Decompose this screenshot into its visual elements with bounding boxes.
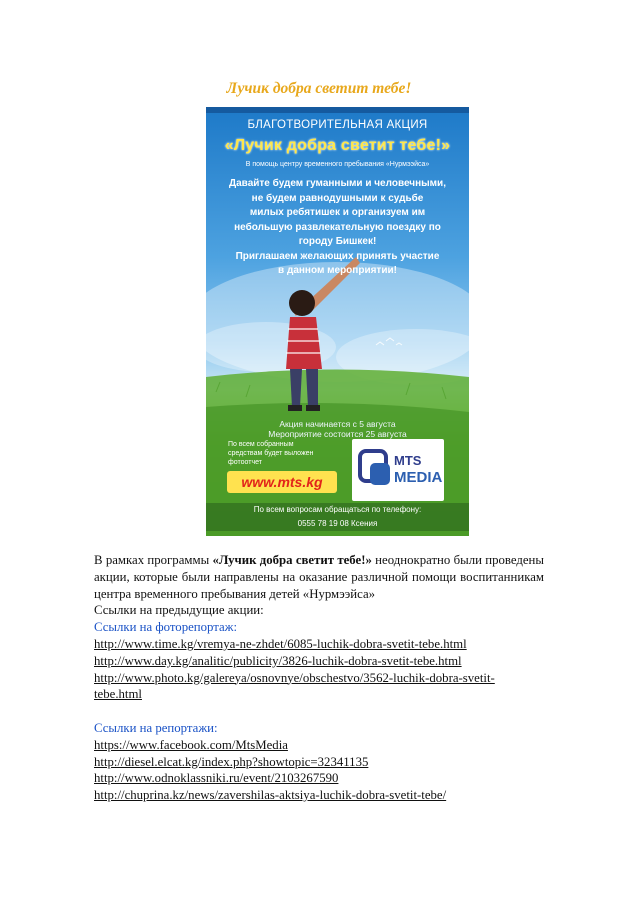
mts-media-logo <box>352 439 444 501</box>
dates-line: Мероприятие состоится 25 августа <box>268 429 407 439</box>
poster-header: БЛАГОТВОРИТЕЛЬНАЯ АКЦИЯ <box>247 119 428 131</box>
mts-media-logo-icon <box>358 449 392 489</box>
document-title: Лучик добра светит тебе! <box>226 80 412 97</box>
appeal-line: небольшую развлекательную поездку по <box>234 221 441 233</box>
previous-actions-label: Ссылки на предыдущие акции: <box>94 603 264 618</box>
poster-subheader: В помощь центру временного пребывания «Нурмээйса» <box>245 161 430 168</box>
poster-funds-note <box>228 440 328 467</box>
spacer <box>94 703 544 720</box>
document-body <box>94 552 544 804</box>
logo-text-mts: MTS <box>394 453 422 468</box>
poster-site-badge: www.mts.kg <box>227 471 337 493</box>
dates-line: Акция начинается с 5 августа <box>279 419 396 429</box>
funds-line: По всем собранным <box>228 441 294 448</box>
appeal-line: городу Бишкек! <box>298 236 377 247</box>
funds-line: фотоотчет <box>228 459 262 466</box>
contact-line: По всем вопросам обращаться по телефону: <box>253 505 422 514</box>
report-link[interactable]: http://diesel.elcat.kg/index.php?showtopic=32341135 <box>94 754 369 769</box>
photo-link[interactable]: http://www.time.kg/vremya-ne-zhdet/6085-luchik-dobra-svetit-tebe.html <box>94 636 467 651</box>
photo-link[interactable]: http://www.day.kg/analitic/publicity/3826-luchik-dobra-svetit-tebe.html <box>94 653 462 668</box>
intro-campaign-name: «Лучик добра светит тебе!» <box>212 553 372 567</box>
poster-contact <box>206 503 469 531</box>
report-link[interactable]: https://www.facebook.com/MtsMedia <box>94 737 288 752</box>
appeal-line: в данном мероприятии! <box>278 265 397 276</box>
photo-report-label: Ссылки на фоторепортаж: <box>94 620 238 635</box>
poster-campaign-name: «Лучик добра светит тебе!» <box>224 137 451 154</box>
intro-prefix: В рамках программы <box>94 553 213 567</box>
funds-line: средствам будет выложен <box>228 450 314 457</box>
appeal-line: милых ребятишек и организуем им <box>249 207 426 218</box>
photo-link[interactable]: http://www.photo.kg/galereya/osnovnye/obschestvo/3562-luchik-dobra-svetit- <box>94 670 495 685</box>
report-link[interactable]: http://www.odnoklassniki.ru/event/2103267590 <box>94 771 339 786</box>
logo-text-media: MEDIA <box>394 469 443 486</box>
appeal-line: не будем равнодушными к судьбе <box>251 192 424 204</box>
appeal-line: Приглашаем желающих принять участие <box>235 250 440 262</box>
contact-phone: 0555 78 19 08 Ксения <box>297 519 378 528</box>
intro-paragraph <box>94 552 544 602</box>
report-link[interactable]: http://chuprina.kz/news/zavershilas-aktsiya-luchik-dobra-svetit-tebe/ <box>94 788 447 803</box>
poster-appeal <box>206 177 469 279</box>
report-label: Ссылки на репортажи: <box>94 720 218 735</box>
appeal-line: Давайте будем гуманными и человечными, <box>229 178 446 189</box>
intro-suffix: неоднократно были проведены акции, которые были направлены на оказание различной помощи воспитанникам центра временного пребывания детей «Нурмээйса» <box>94 553 544 601</box>
poster-dates <box>206 419 469 439</box>
photo-link-continuation[interactable]: tebe.html <box>94 687 142 702</box>
charity-poster <box>206 107 469 536</box>
